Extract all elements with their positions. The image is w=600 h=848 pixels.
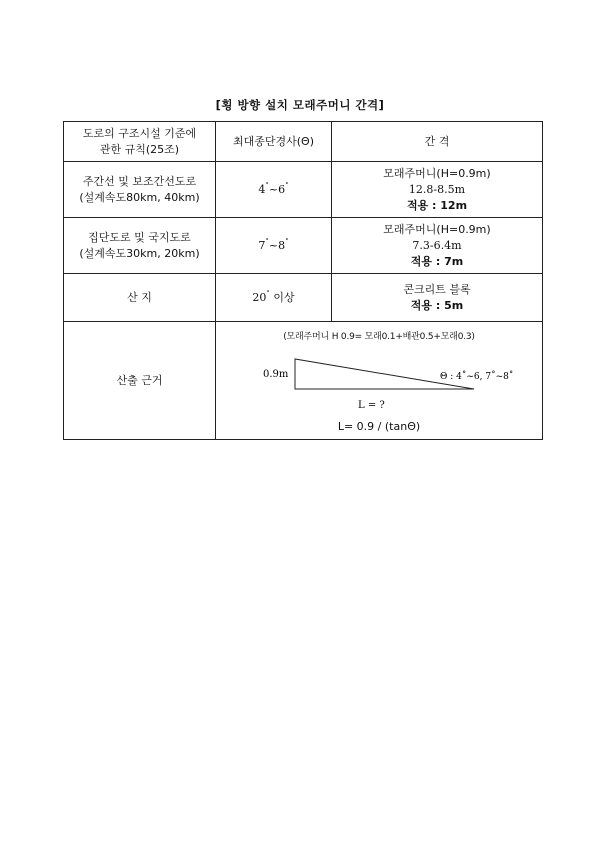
- header-spacing: 간 격: [332, 122, 543, 162]
- sandbag-composition: (모래주머니 H 0.9= 모래0.1+배관0.5+모래0.3): [283, 331, 475, 342]
- slope-separator: ~: [268, 238, 279, 252]
- degree-mark: ˚: [285, 237, 289, 246]
- height-label: 0.9m: [263, 368, 289, 380]
- table-row: [64, 274, 543, 322]
- header-road-rule: [64, 122, 216, 162]
- slope-min: 7: [258, 238, 266, 252]
- length-label: L = ?: [358, 399, 385, 411]
- road-type-name: 주간선 및 보조간선도로: [82, 174, 197, 188]
- slope-min: 20: [252, 290, 267, 304]
- header-road-rule-line2: 관한 규칙(25조): [99, 142, 180, 156]
- road-type-cell: [64, 162, 216, 218]
- slope-min: 4: [258, 182, 266, 196]
- slope-suffix: 이상: [269, 290, 295, 304]
- road-type-name: 산 지: [127, 290, 152, 304]
- road-type-cell: [64, 274, 216, 322]
- spacing-range: 7.3-6.4m: [412, 238, 462, 252]
- document-title: [횡 방향 설치 모래주머니 간격]: [215, 98, 385, 112]
- spacing-cell: [332, 274, 543, 322]
- table-row: [64, 218, 543, 274]
- road-type-cell: [64, 218, 216, 274]
- spacing-cell: [332, 162, 543, 218]
- applied-spacing: 적용 : 7m: [410, 254, 464, 268]
- road-design-speed: (설계속도30km, 20km): [79, 246, 200, 260]
- basis-cell: [216, 322, 543, 440]
- spacing-item: 모래주머니(H=0.9m): [383, 222, 491, 236]
- basis-row: [64, 322, 543, 440]
- spacing-cell: [332, 218, 543, 274]
- table-header-row: [64, 122, 543, 162]
- spacing-item: 모래주머니(H=0.9m): [383, 166, 491, 180]
- slope-separator: ~: [268, 182, 279, 196]
- table-row: [64, 162, 543, 218]
- slope-cell: [216, 274, 332, 322]
- spacing-table: [63, 121, 543, 440]
- slope-cell: [216, 218, 332, 274]
- slope-max: 6: [278, 182, 286, 196]
- degree-mark: ˚: [265, 181, 269, 190]
- degree-mark: ˚: [266, 289, 270, 298]
- degree-mark: ˚: [265, 237, 269, 246]
- basis-content: [216, 325, 542, 437]
- spacing-item: 콘크리트 블록: [403, 282, 471, 296]
- applied-spacing: 적용 : 5m: [410, 298, 464, 312]
- basis-label: 산출 근거: [64, 322, 216, 440]
- header-max-slope: 최대종단경사(Θ): [216, 122, 332, 162]
- road-type-name: 집단도로 및 국지도로: [88, 230, 191, 244]
- applied-spacing: 적용 : 12m: [406, 198, 468, 212]
- degree-mark: ˚: [285, 181, 289, 190]
- slope-max: 8: [278, 238, 286, 252]
- length-formula: L= 0.9 / (tanΘ): [337, 419, 421, 433]
- header-road-rule-line1: 도로의 구조시설 기준에: [82, 126, 197, 140]
- slope-cell: [216, 162, 332, 218]
- spacing-range: 12.8-8.5m: [408, 182, 466, 196]
- angle-label: Θ : 4˚~6, 7˚~8˚: [440, 371, 514, 382]
- road-design-speed: (설계속도80km, 40km): [79, 190, 200, 204]
